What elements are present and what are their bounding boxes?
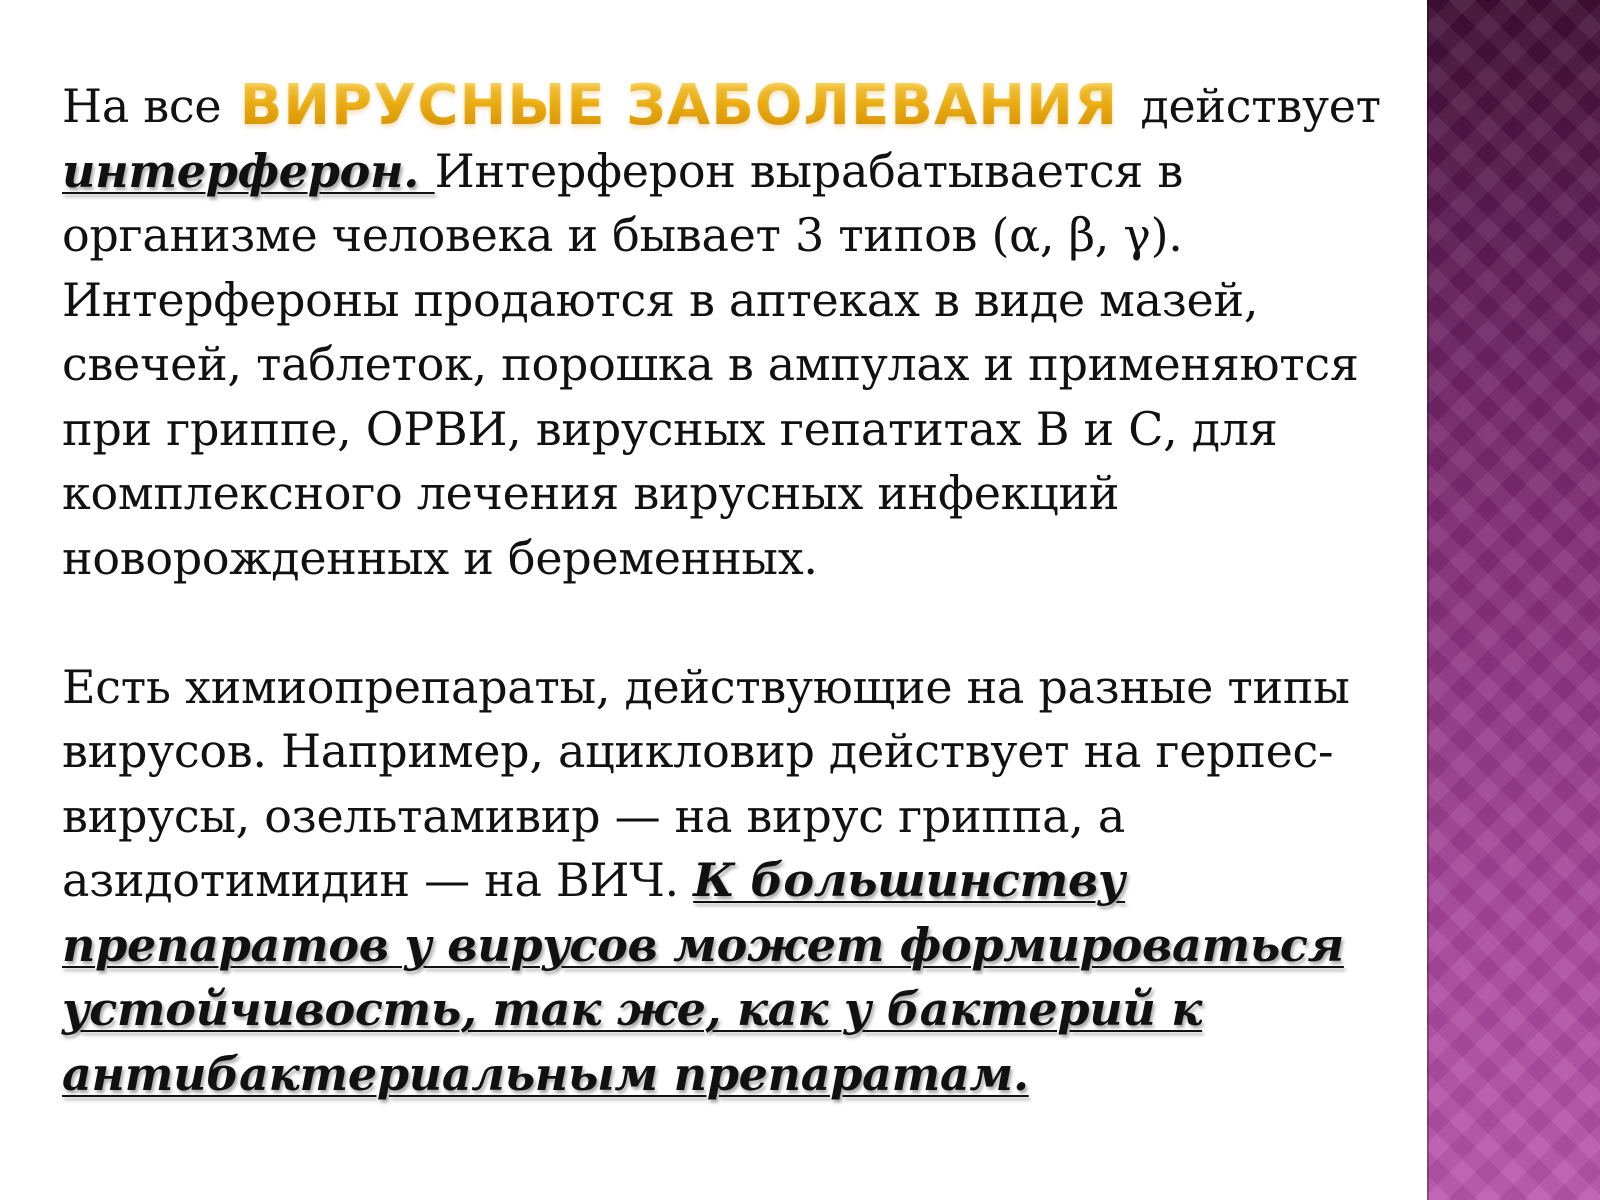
emphasized-interferon: интерферон. (62, 143, 435, 198)
paragraph-spacer (62, 590, 1402, 655)
paragraph-interferon (62, 74, 1402, 590)
emphasized-resistance-statement: К большинству препаратов у вирусов может формироваться устойчивость, так же, как у бактерий к антибактериальным препаратам. (62, 853, 1344, 1101)
highlighted-heading: ВИРУСНЫЕ ЗАБОЛЕВАНИЯ (236, 73, 1127, 138)
paragraph-prefix: На все (62, 79, 222, 133)
side-band-edge (1427, 0, 1429, 1200)
decorative-side-band (1427, 0, 1600, 1200)
paragraph-verb: действует (1126, 79, 1381, 133)
paragraph-chemotherapy-text: Есть химиопрепараты, действующие на разные типы вирусов. Например, ацикловир действует на герпес-вирусы, озельтамивир — на вирус гриппа, а азидотимидин — на ВИЧ. (62, 659, 1350, 907)
paragraph-chemotherapy (62, 655, 1402, 1107)
paragraph-interferon-details: Интерферон вырабатывается в организме человека и бывает 3 типов (α, β, γ). Интерфероны продаются в аптеках в виде мазей, свечей, таблеток, порошка в ампулах и применяются при гриппе, ОРВИ, вирусных гепатитах В и С, для комплексного лечения вирусных инфекций новорожденных и беременных. (62, 143, 1359, 585)
slide-body-text (62, 74, 1402, 1106)
